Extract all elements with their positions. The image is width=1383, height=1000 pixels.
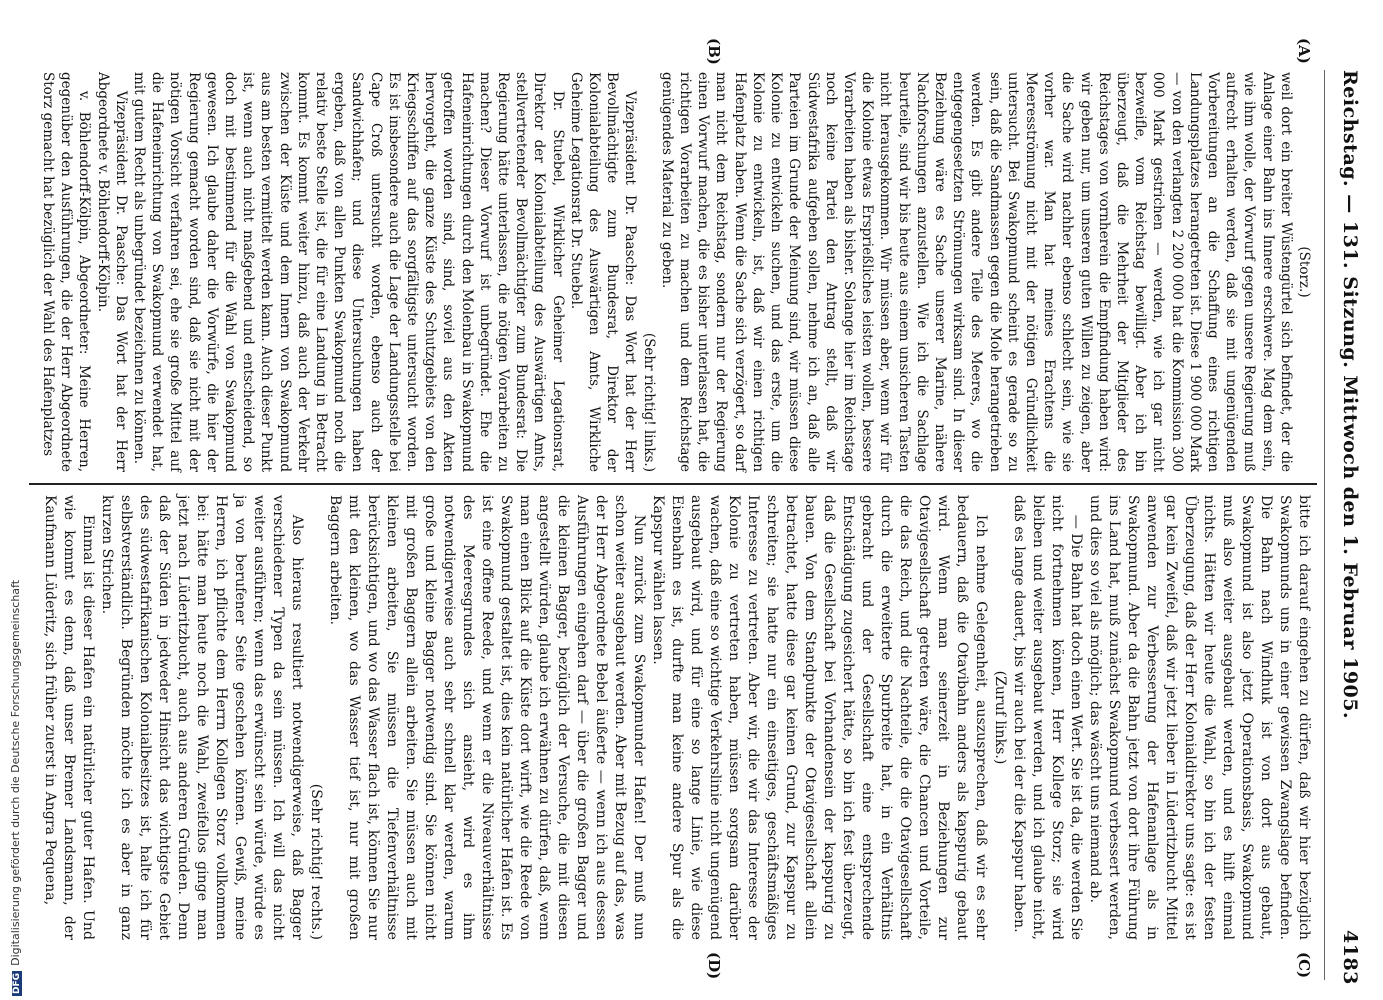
- page-number: 4183: [1339, 930, 1361, 985]
- paragraph: Vizepräsident Dr. Paasche: Das Wort hat der Herr Abgeordnete v. Böhlendorff-Kölpin.: [94, 72, 129, 472]
- digitization-footer: [4, 580, 23, 996]
- paragraph: Vizepräsident Dr. Paasche: Das Wort hat der Herr Bevollmächtigte zum Bundesrat, Direktor der Kolonialabteilung des Auswärtigen Amts, Wirkliche Geheime Legationsrat Dr. Stuebel.: [567, 72, 639, 472]
- paragraph: Ich nehme Gelegenheit, auszusprechen, daß wir es sehr bedauern, daß die Otavibahn anders als kapspurig gebaut wird. Wenn man seinerzeit in Beziehungen zur Otavigesellschaft getreten wäre, die Chancen und Vorteile, die das Reich, und die Nachteile, die die Otavigesellschaft durch die erweiterte Spurbreite hat, in ein Verhältnis gebracht und der Gesellschaft eine entsprechende Entschädigung zugesichert hätte, so bin ich fest überzeugt, daß die Gesellschaft bei Vorhandensein der kapspurig zu bauen. Von dem Standpunkte der Otavigesellschaft allein betrachtet, hatte diese gar keinen Grund, zur Kapspur zu schreiten; sie hatte nur ein einseitiges, geschäftsmäßiges Interesse zu vertreten. Aber wir, die wir das Interesse der Kolonie zu vertreten haben, müssen sorgsam darüber wachen, daß eine so wichtige Verkehrslinie nicht ungenügend ausgebaut wird, und für eine so lange Linie, wie diese Eisenbahn es ist, durfte man keine andere Spur als die Kapspur wählen lassen.: [650, 495, 989, 940]
- running-header: Reichstag. — 131. Sitzung. Mittwoch den 1. Februar 1905.: [1339, 70, 1361, 720]
- margin-mark-a: (A): [1295, 38, 1313, 64]
- funding-note: Digitalisierung gefördert durch die Deutsche Forschungsgemeinschaft: [9, 579, 22, 966]
- margin-mark-c: (C): [1295, 952, 1313, 979]
- dfg-logo: DFG: [12, 972, 22, 994]
- applause: (Sehr richtig! links.): [640, 332, 657, 472]
- paragraph: Dr. Stuebel, Wirklicher Geheimer Legationsrat, Direktor der Kolonialabteilung des Auswärtigen Amts, stellvertretender Bevollmächtigter zum Bundesrat: Die Regierung hätte unterlassen, die nötigen Vorarbeiten zu machen? Dieser Vorwurf ist unbegründet. Ehe die Hafeneinrichtungen durch den Molenbau in Swakopmund getroffen worden sind, sind, soviel aus den Akten hervorgeht, die ganze Küste des Schutzgebiets von den Kriegsschiffen auf das sorgfältigste untersucht worden. Es ist insbesondere auch die Lage der Landungsstelle bei Cape Croß untersucht worden, ebenso auch der Sandwichhafen; und diese Untersuchungen haben ergeben, daß von allen Punkten Swakopmund noch die relativ beste Stelle ist, die für eine Landung in Betracht kommt. Es kommt weiter hinzu, daß auch der Verkehr zwischen der Küste und dem Innern von Swakopmund aus am besten vermittelt werden kann. Auch dieser Punkt ist, wenn auch nicht maßgebend und entscheidend, so doch mit bestimmend für die Wahl von Swakopmund gewesen. Ich glaube daher die Vorwürfe, die hier der Regierung gemacht worden sind, daß sie nicht mit der nötigen Vorsicht verfahren sei, ehe sie große Mittel auf die Hafeneinrichtung von Swakopmund verwendet hat, mit gutem Recht als unbegründet bezeichnen zu können.: [131, 72, 566, 472]
- paragraph: bitte ich darauf eingehen zu dürfen, daß wir hier bezüglich Swakopmunds uns in einer gewissen Zwangslage befinden. Die Bahn nach Windhuk ist von dort aus gebaut, Swakopmund ist also jetzt Operationsbasis, Swakopmund muß also weiter ausgebaut werden, und es hilft einmal nichts. Hätten wir heute die Wahl, so bin ich der festen Überzeugung, daß der Herr Kolonialdirektor uns sagte: es ist gar kein Zweifel, daß wir jetzt lieber in Lüderitzbucht Mittel anwenden zur Verbesserung der Hafenanlage als in Swakopmund. Aber da die Bahn jetzt von dort ihre Führung ins Land hat, muß zunächst Swakopmund verbessert werden, und dies so viel als möglich; das wäscht uns niemand ab.: [1087, 495, 1312, 940]
- margin-mark-b: (B): [705, 38, 723, 65]
- applause: (Sehr richtig! rechts.): [308, 783, 324, 940]
- column-rule: [29, 483, 1317, 485]
- right-column: [40, 495, 1313, 940]
- interjection: (Zuruf links.): [992, 670, 1008, 765]
- paragraph: Einmal ist dieser Hafen ein natürlicher guter Hafen. Und wie kommt es denn, daß unser Bremer Landsmann, der Kaufmann Lüderitz, sich früher zuerst in Angra Pequena,: [42, 495, 96, 940]
- paragraph: v. Böhlendorff-Kölpin, Abgeordneter: Meine Herren, gegenüber den Ausführungen, die der Herr Abgeordnete Storz gemacht hat bezüglich der Wahl des Hafenplatzes: [39, 72, 93, 472]
- paragraph: weil dort ein breiter Wüstengürtel sich befindet, der die Anlage einer Bahn ins Innere erschwere. Mag dem sein, wie ihm wolle, der Vorwurf gegen unsere Regierung muß aufrecht erhalten werden, daß sie mit ungenügenden Vorbereitungen an die Schaffung eines richtigen Landungsplatzes herangetreten ist. Diese 1 900 000 Mark — von den verlangten 2 200 000 hat die Kommission 300 000 Mark gestrichen — werden, wie ich gar nicht bezweifle, vom Reichstag bewilligt. Aber ich bin überzeugt, daß die Mehrheit der Mitglieder des Reichstages von vornherein die Empfindung haben wird: wir geben nur, um unseren guten Willen zu zeigen, aber die Sache wird nachher ebenso schlecht sein, wie sie vorher war. Man hat meines Erachtens die Meeresströmung nicht mit der nötigen Gründlichkeit untersucht. Bei Swakopmund scheint es gerade so zu sein, daß die Sandmassen gegen die Mole herangetrieben werden. Es gibt andere Teile des Meeres, wo die entgegengesetzten Strömungen wirksam sind. In dieser Beziehung wäre es Sache unserer Marine, nähere Nachforschungen anzustellen. Wie ich die Sachlage beurteile, sind wir bis heute aus einem unsicheren Tasten nicht herausgekommen. Wir müssen aber, wenn wir für die Kolonie etwas Ersprießliches leisten wollen, bessere Vorarbeiten haben als bisher. Solange hier im Reichstage noch keine Partei den Antrag stellt, daß wir Südwestafrika aufgeben sollen, nehme ich an, daß alle Parteien im Grunde der Meinung sind, wir müssen diese Kolonie zu entwickeln suchen, und das erste, um die Kolonie zu entwickeln, ist, daß wir einen richtigen Hafenplatz haben. Wenn die Sache sich verzögert, so darf man nicht dem Reichstag, sondern nur der Regierung einen Vorwurf machen, die es bisher unterlassen hat, die richtigen Vorarbeiten zu machen und dem Reichstage genügendes Material zu geben.: [658, 72, 1294, 472]
- header-rule: [1324, 70, 1325, 980]
- paragraph: Also hieraus resultiert notwendigerweise, daß Bagger verschiedener Typen da sein müssen. Ich will das nicht weiter ausführen; wenn das erwünscht sein würde, würde es ja von berufener Seite geschehen können. Gewiß, meine Herren, ich pflichte dem Herrn Kollegen Storz vollkommen bei: hätte man heute noch die Wahl, zweifellos ginge man jetzt nach Lüderitzbucht, auch aus anderen Gründen. Denn daß der Süden in jedweder Hinsicht das wichtigste Gebiet des südwestafrikanischen Kolonialbesitzes ist, halte ich für selbstverständlich. Begründen möchte ich es aber in ganz kurzen Strichen.: [99, 495, 305, 940]
- paragraph: Nun zurück zum Swakopmunder Hafen! Der muß nun schon weiter ausgebaut werden. Aber mit Bezug auf das, was der Herr Abgeordnete Bebel äußerte — wenn ich aus dessen Ausführungen eingehen darf — über die großen Bagger und die kleinen Bagger, bezüglich der Versuche, die mit diesen angestellt würden, glaube ich erwähnen zu dürfen, daß, wenn man einen Blick auf die Küste dort wirft, wie die Reede von Swakopmund gestaltet ist, dies kein natürlicher Hafen ist. Es ist eine offene Reede, und wenn er die Niveauverhältnisse des Meeresgrundes sich ansieht, wird es ihm notwendigerweise auch sehr schnell klar werden, warum große und kleine Bagger notwendig sind. Sie können nicht mit großen Baggern allein arbeiten. Sie müssen auch mit kleinen arbeiten, Sie müssen die Tiefenverhältnisse berücksichtigen, und wo das Wasser flach ist, können Sie nur mit den kleinen, wo das Wasser tief ist, nur mit großen Baggern arbeiten.: [327, 495, 647, 940]
- speaker-ref: (Storz.): [1296, 246, 1312, 298]
- paragraph: — Die Bahn hat doch einen Wert. Sie ist da, die werden Sie nicht fortnehmen können, Herr Kollege Storz; sie wird bleiben und weiter ausgebaut werden, und ich glaube nicht, daß es lange dauert, bis wir auch bei der die Kapspur haben.: [1011, 495, 1084, 940]
- left-column: [39, 72, 1313, 472]
- margin-mark-d: (D): [705, 952, 723, 980]
